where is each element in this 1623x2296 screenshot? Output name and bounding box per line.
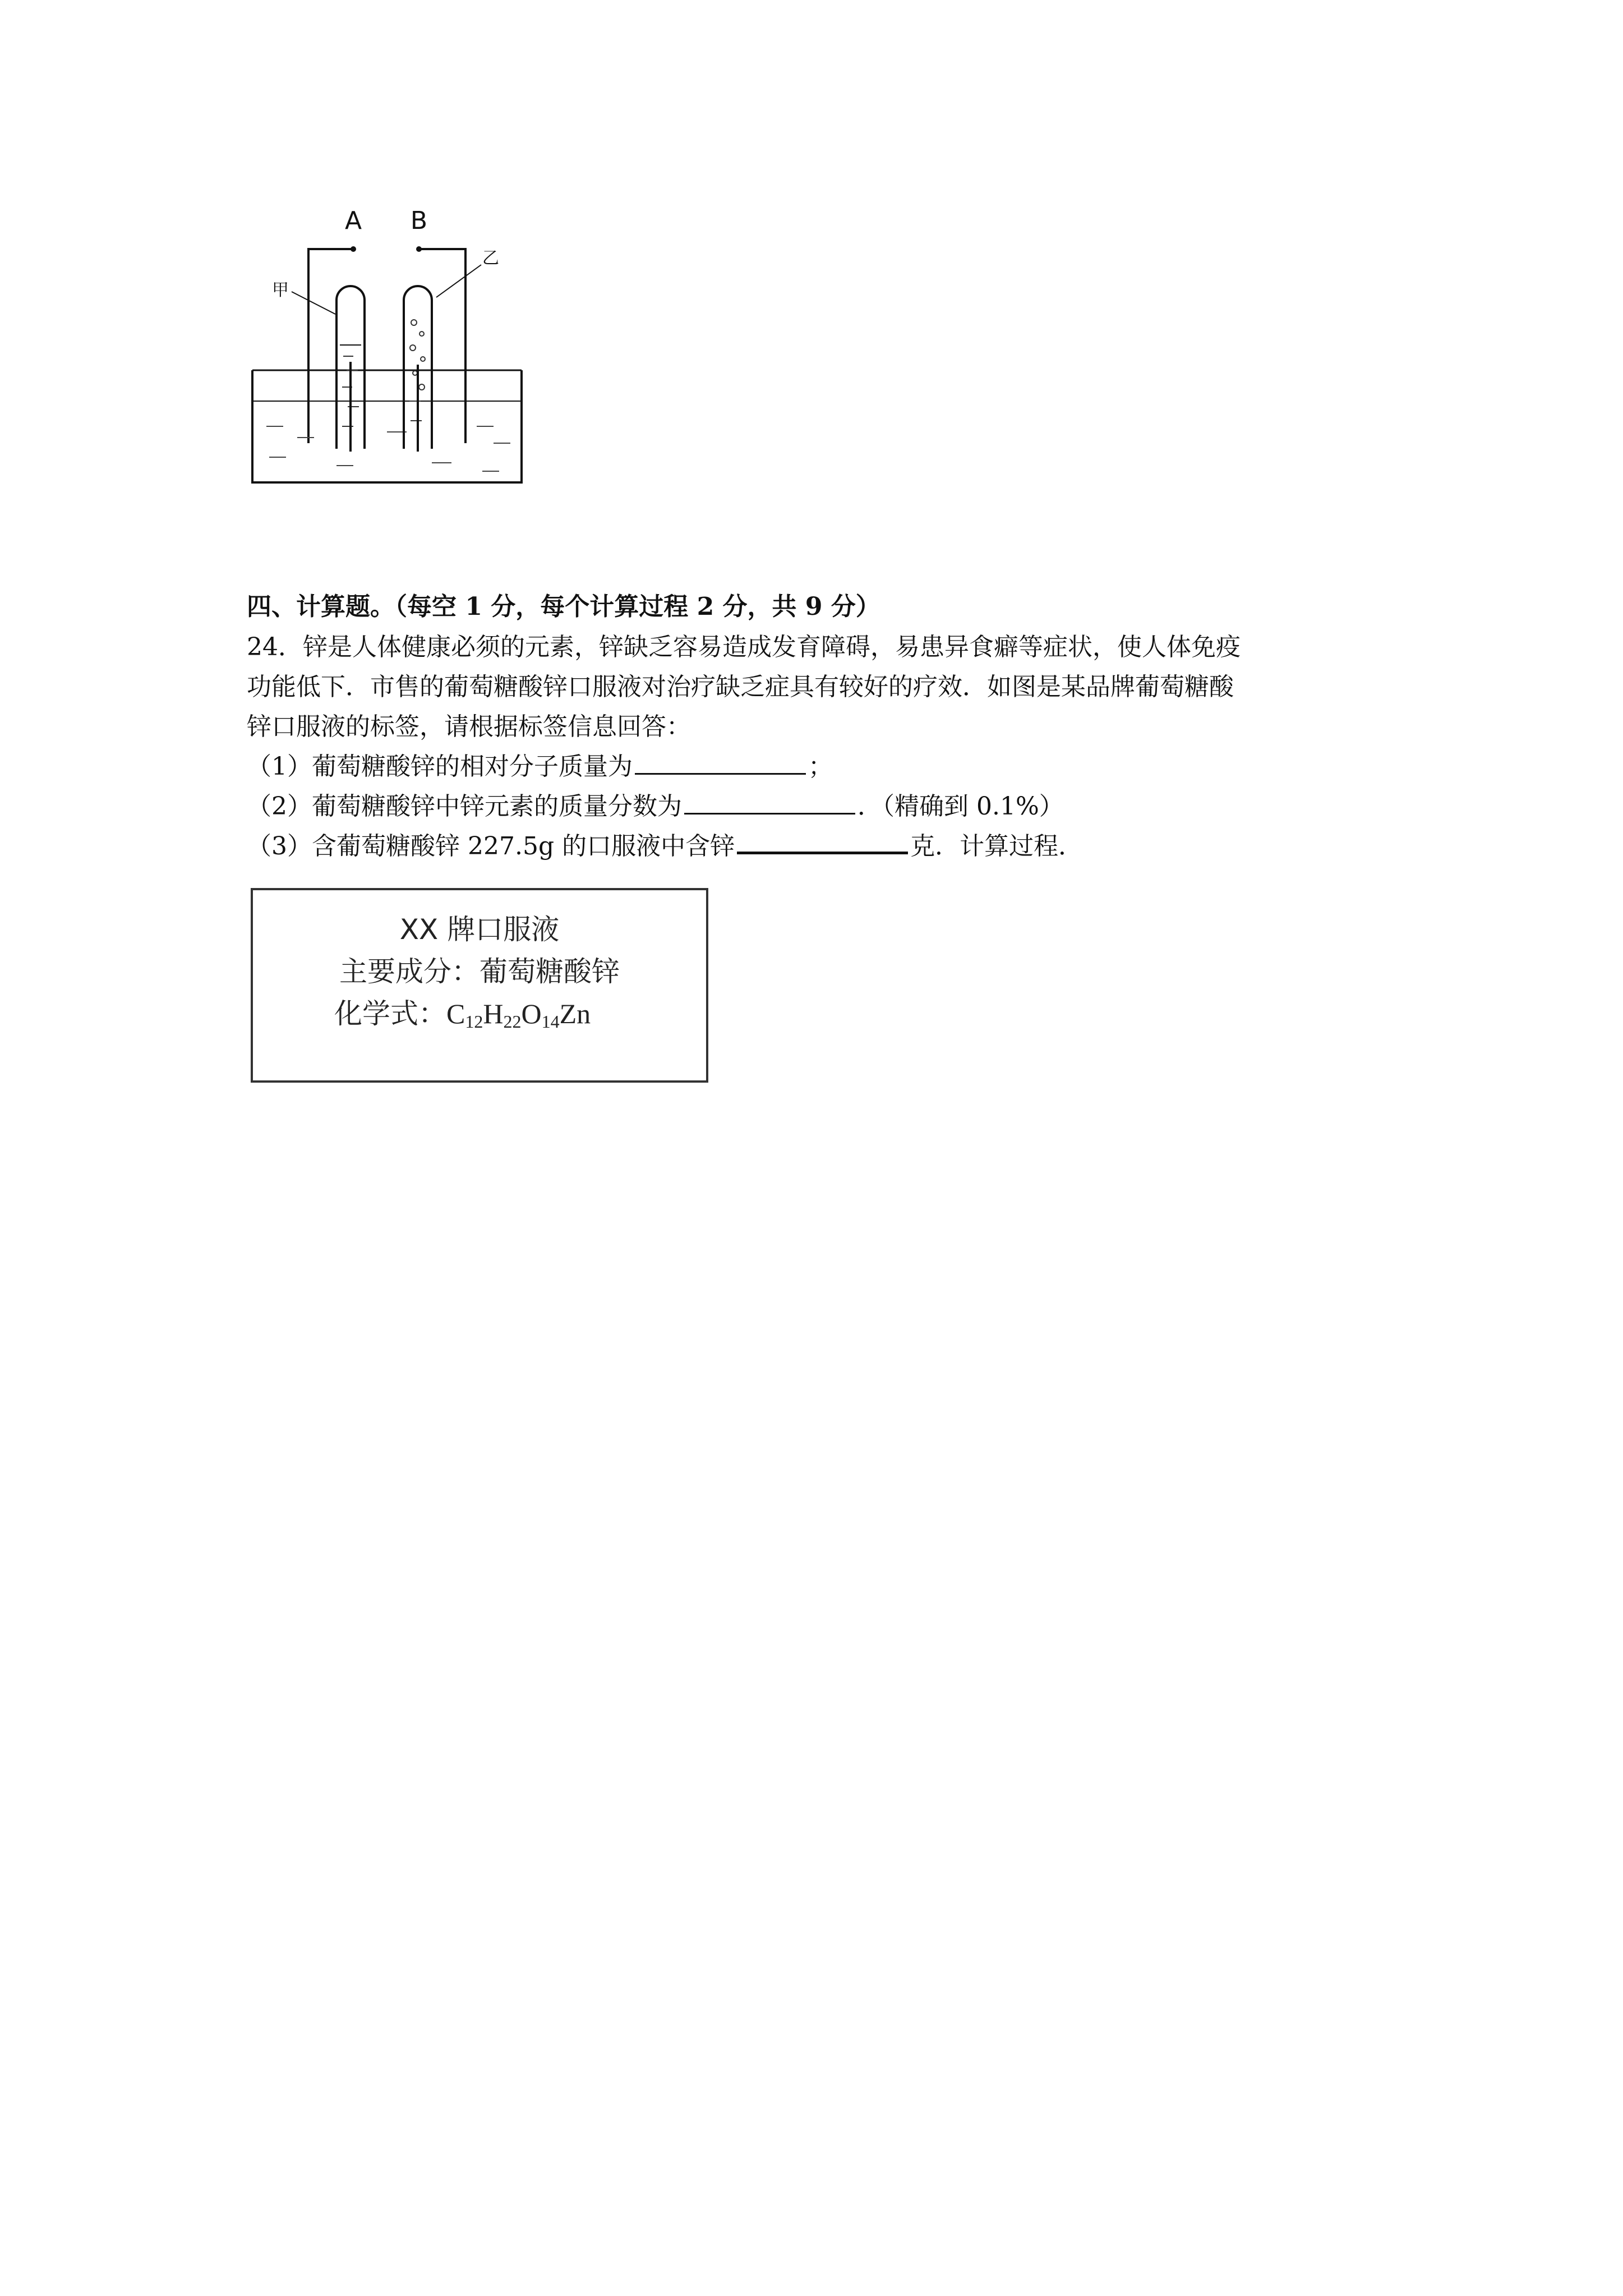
formula-c: C: [446, 998, 465, 1029]
label-formula-line: [334, 991, 787, 1032]
answer-blank-2[interactable]: [684, 788, 855, 815]
question-24: [247, 627, 1380, 866]
answer-blank-3[interactable]: [737, 827, 908, 854]
electrode-a-label: A: [344, 206, 362, 235]
section-heading: 四、计算题。（每空 1 分，每个计算过程 2 分，共 9 分）: [247, 592, 880, 621]
sub-question-2: [247, 786, 1380, 826]
question-stem-line-1: 24．锌是人体健康必须的元素，锌缺乏容易造成发育障碍，易患异食癖等症状，使人体免疫: [247, 633, 1241, 661]
sub-question-2-text: （2）葡萄糖酸锌中锌元素的质量分数为: [247, 792, 682, 821]
formula-zn: Zn: [559, 998, 591, 1029]
question-stem-line-3: 锌口服液的标签，请根据标签信息回答：: [247, 712, 691, 741]
electrolysis-diagram: [247, 202, 538, 494]
formula-o: O: [521, 998, 542, 1029]
answer-blank-1[interactable]: [635, 748, 806, 775]
electrolysis-apparatus-figure: [247, 202, 538, 494]
formula-h: H: [483, 998, 504, 1029]
label-ingredient: 主要成分：葡萄糖酸锌: [339, 955, 620, 988]
sub-question-1: [247, 747, 1380, 786]
sub-question-1-end: ；: [808, 752, 833, 781]
question-stem-line-2: 功能低下．市售的葡萄糖酸锌口服液对治疗缺乏症具有较好的疗效．如图是某品牌葡萄糖酸: [247, 673, 1234, 701]
sub-question-2-end: ．（精确到 0.1%）: [857, 792, 1064, 821]
tube-right-label: 乙: [482, 249, 499, 268]
formula-h-sub: 22: [503, 1011, 522, 1032]
label-title: XX 牌口服液: [399, 913, 560, 946]
tube-left-label: 甲: [272, 280, 289, 300]
sub-question-3-end: 克．计算过程．: [910, 832, 1083, 861]
formula-o-sub: 14: [541, 1011, 560, 1032]
electrode-b-label: B: [410, 206, 428, 235]
sub-question-1-text: （1）葡萄糖酸锌的相对分子质量为: [247, 752, 633, 781]
sub-question-3: [247, 826, 1380, 866]
product-label-box: [251, 888, 708, 1083]
formula-c-sub: 12: [465, 1011, 483, 1032]
label-formula-prefix: 化学式：: [334, 997, 446, 1030]
sub-question-3-text: （3）含葡萄糖酸锌 227.5g 的口服液中含锌: [247, 832, 735, 861]
chemical-formula: [446, 998, 591, 1032]
